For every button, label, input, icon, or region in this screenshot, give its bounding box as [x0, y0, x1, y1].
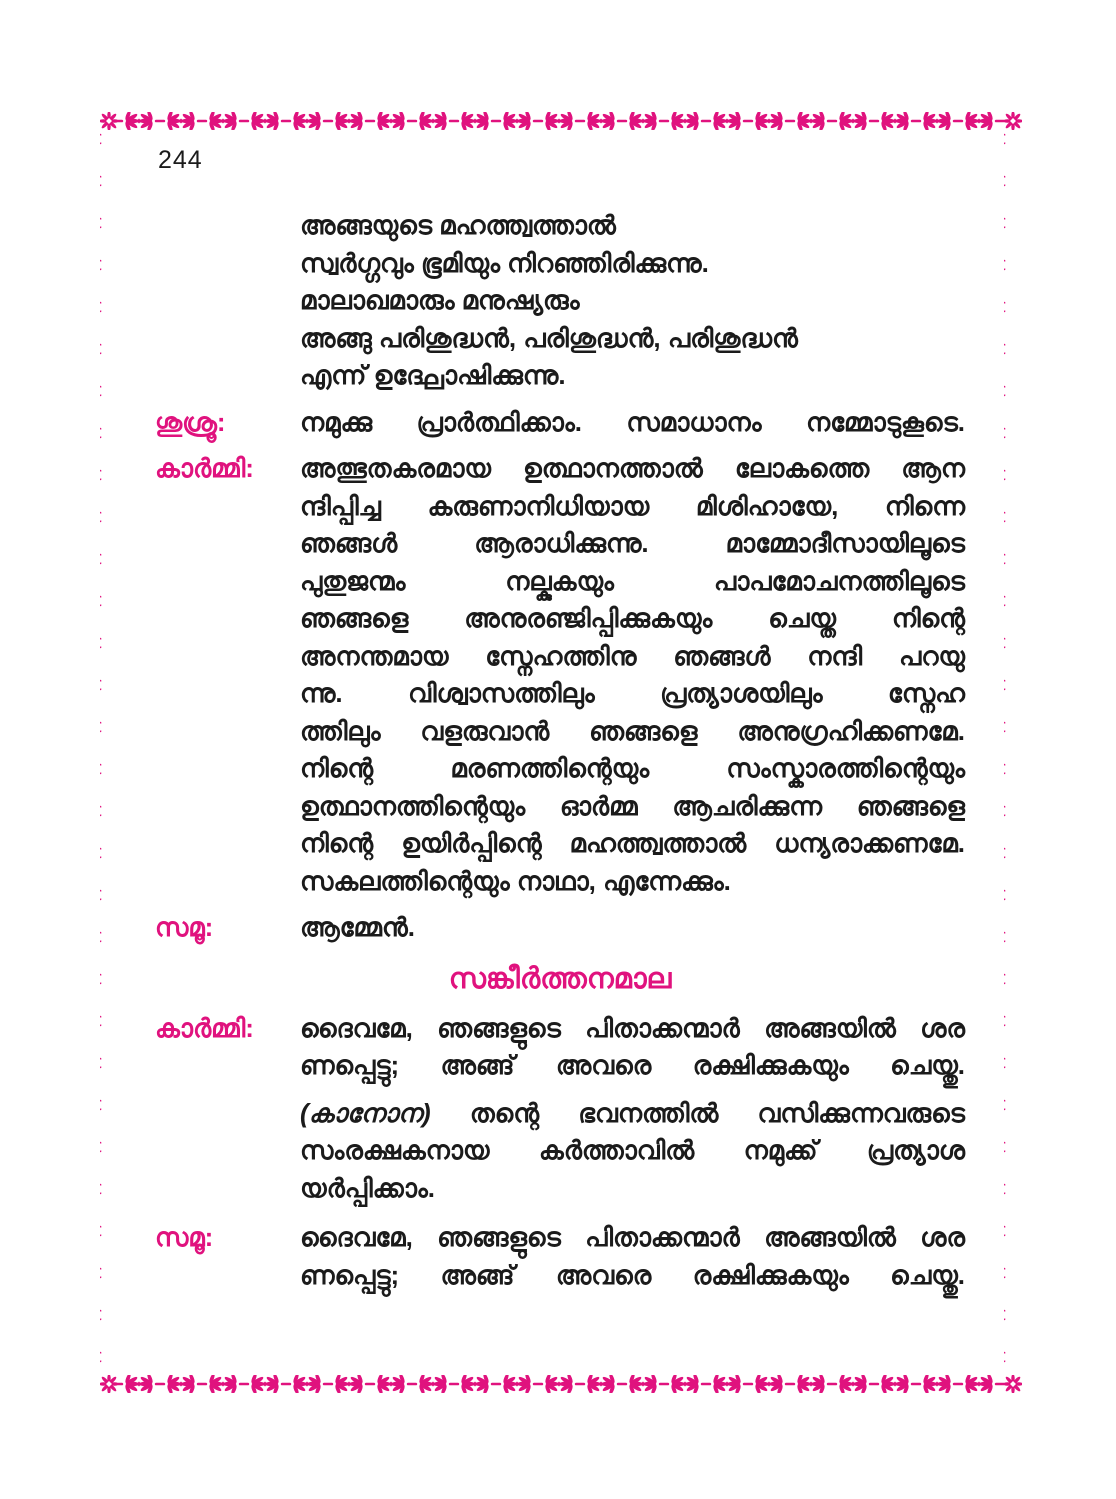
- floral-motif-icon: [100, 298, 118, 340]
- floral-motif-icon: [100, 676, 118, 718]
- floral-motif-icon: [100, 550, 118, 592]
- speaker-label: സമൂ:: [155, 912, 214, 942]
- floral-motif-icon: [100, 802, 118, 844]
- text-line: ന്ദിപ്പിച്ച കരുണാനിധിയായ മിശിഹായേ, നിന്നെ: [300, 490, 965, 521]
- floral-motif-icon: [1004, 424, 1022, 466]
- floral-motif-icon: [1004, 676, 1022, 718]
- floral-motif-icon: [790, 112, 832, 130]
- text-line: ഞങ്ങളെ അനുരഞ്ജിപ്പിക്കുകയും ചെയ്ത നിന്റെ: [300, 603, 965, 633]
- floral-motif-icon: [100, 1096, 118, 1138]
- text-line: സകലത്തിന്റെയും നാഥാ, എന്നേക്കും.: [300, 865, 731, 896]
- floral-motif-icon: [412, 112, 454, 130]
- floral-motif-icon: [496, 112, 538, 130]
- floral-motif-icon: [1004, 1138, 1022, 1180]
- rosette-corner-icon: [1004, 112, 1022, 130]
- floral-motif-icon: [1004, 802, 1022, 844]
- floral-motif-icon: [1004, 970, 1022, 1012]
- floral-motif-icon: [100, 844, 118, 886]
- dialogue-text: [300, 909, 965, 947]
- floral-motif-icon: [100, 970, 118, 1012]
- floral-motif-icon: [100, 382, 118, 424]
- text-line: ന്നു. വിശ്വാസത്തിലും പ്രത്യാശയിലും സ്നേഹ: [300, 678, 965, 708]
- text-line: ആമ്മേൻ.: [300, 912, 415, 942]
- floral-motif-icon: [1004, 130, 1022, 172]
- floral-motif-icon: [160, 1375, 202, 1393]
- dialogue-samu-1: [155, 909, 965, 947]
- speaker-label: സമൂ:: [155, 1222, 214, 1252]
- floral-motif-icon: [1004, 1222, 1022, 1264]
- opening-verse: [300, 207, 965, 395]
- floral-motif-icon: [100, 424, 118, 466]
- floral-motif-icon: [100, 1348, 118, 1375]
- text-line: ദൈവമേ, ഞങ്ങളുടെ പിതാക്കന്മാർ അങ്ങയിൽ ശര: [300, 1012, 965, 1043]
- floral-motif-icon: [874, 112, 916, 130]
- floral-motif-icon: [1004, 634, 1022, 676]
- floral-motif-icon: [454, 1375, 496, 1393]
- floral-motif-icon: [1004, 1012, 1022, 1054]
- border-left: [100, 130, 118, 1375]
- speaker-label: ശുശ്രൂ:: [155, 406, 226, 437]
- text-line: ഉത്ഥാനത്തിന്റെയും ഓർമ്മ ആചരിക്കുന്ന ഞങ്ങളെ: [300, 790, 965, 821]
- floral-motif-icon: [328, 1375, 370, 1393]
- floral-motif-icon: [160, 112, 202, 130]
- floral-motif-icon: [916, 1375, 958, 1393]
- text-line: ണപ്പെട്ടു; അങ്ങ് അവരെ രക്ഷിക്കുകയും ചെയ്തു.: [300, 1259, 965, 1290]
- floral-motif-icon: [580, 1375, 622, 1393]
- dialogue-text: [300, 404, 965, 442]
- floral-motif-icon: [622, 1375, 664, 1393]
- floral-motif-icon: [100, 172, 118, 214]
- floral-motif-icon: [1004, 886, 1022, 928]
- dialogue-karmmi-1: [155, 450, 965, 900]
- floral-motif-icon: [496, 1375, 538, 1393]
- floral-motif-icon: [958, 1375, 1000, 1393]
- verse-line: അങ്ങയുടെ മഹത്ത്വത്താൽ: [300, 210, 616, 240]
- floral-motif-icon: [1004, 508, 1022, 550]
- floral-motif-icon: [958, 112, 1000, 130]
- floral-motif-icon: [706, 1375, 748, 1393]
- floral-motif-icon: [286, 1375, 328, 1393]
- floral-motif-icon: [100, 214, 118, 256]
- page-content: [118, 130, 1004, 1375]
- floral-motif-icon: [1004, 1180, 1022, 1222]
- text-line: നിന്റെ മരണത്തിന്റെയും സംസ്കാരത്തിന്റെയും: [300, 753, 965, 783]
- floral-motif-icon: [790, 1375, 832, 1393]
- text-line: ഞങ്ങൾ ആരാധിക്കുന്നു. മാമ്മോദീസായിലൂടെ: [300, 528, 965, 558]
- dialogue-samu-2: [155, 1219, 965, 1294]
- floral-motif-icon: [1004, 298, 1022, 340]
- text-line: അനന്തമായ സ്നേഹത്തിനു ഞങ്ങൾ നന്ദി പറയു: [300, 640, 965, 671]
- text-line: യർപ്പിക്കാം.: [300, 1172, 435, 1203]
- dialogue-text: [300, 450, 965, 900]
- floral-motif-icon: [622, 112, 664, 130]
- text-line: ണപ്പെട്ടു; അങ്ങ് അവരെ രക്ഷിക്കുകയും ചെയ്തു.: [300, 1050, 965, 1080]
- floral-motif-icon: [100, 718, 118, 760]
- rosette-corner-icon: [100, 112, 118, 130]
- text-line: പുതുജന്മം നല്കുകയും പാപമോചനത്തിലൂടെ: [300, 565, 965, 596]
- floral-motif-icon: [100, 256, 118, 298]
- rosette-corner-icon: [100, 1375, 118, 1393]
- floral-motif-icon: [100, 760, 118, 802]
- text-line: ദൈവമേ, ഞങ്ങളുടെ പിതാക്കന്മാർ അങ്ങയിൽ ശര: [300, 1222, 965, 1252]
- floral-motif-icon: [100, 1306, 118, 1348]
- dialogue-text: [300, 1010, 965, 1208]
- floral-motif-icon: [370, 1375, 412, 1393]
- floral-motif-icon: [100, 1054, 118, 1096]
- speaker-label: കാർമ്മി:: [155, 453, 254, 483]
- floral-motif-icon: [1004, 172, 1022, 214]
- dialogue-text: [300, 1219, 965, 1294]
- floral-motif-icon: [370, 112, 412, 130]
- floral-motif-icon: [832, 1375, 874, 1393]
- floral-motif-icon: [100, 466, 118, 508]
- text-line: നമുക്കു പ്രാർത്ഥിക്കാം. സമാധാനം നമ്മോടുകൂടെ.: [300, 406, 965, 437]
- kanona-rubric: (കാനോന): [300, 1097, 431, 1128]
- floral-motif-icon: [1004, 1264, 1022, 1306]
- floral-motif-icon: [1004, 718, 1022, 760]
- floral-motif-icon: [1004, 1054, 1022, 1096]
- floral-motif-icon: [454, 112, 496, 130]
- floral-motif-icon: [1004, 592, 1022, 634]
- floral-motif-icon: [118, 1375, 160, 1393]
- floral-motif-icon: [748, 1375, 790, 1393]
- floral-motif-icon: [874, 1375, 916, 1393]
- floral-motif-icon: [1004, 256, 1022, 298]
- floral-motif-icon: [1004, 550, 1022, 592]
- dialogue-sushru: [155, 404, 965, 442]
- floral-motif-icon: [100, 340, 118, 382]
- verse-line: സ്വർഗ്ഗവും ഭൂമിയും നിറഞ്ഞിരിക്കുന്നു.: [300, 247, 709, 278]
- floral-motif-icon: [538, 112, 580, 130]
- floral-motif-icon: [832, 112, 874, 130]
- border-top: [118, 112, 1004, 130]
- floral-motif-icon: [706, 112, 748, 130]
- floral-motif-icon: [100, 1222, 118, 1264]
- floral-motif-icon: [664, 1375, 706, 1393]
- floral-motif-icon: [118, 112, 160, 130]
- floral-motif-icon: [1004, 340, 1022, 382]
- floral-motif-icon: [1004, 1348, 1022, 1375]
- floral-motif-icon: [100, 1180, 118, 1222]
- section-heading: സങ്കീർത്തനമാല: [448, 962, 672, 995]
- verse-line: എന്ന് ഉദ്ഘോഷിക്കുന്നു.: [300, 360, 566, 390]
- floral-motif-icon: [664, 112, 706, 130]
- dialogue-karmmi-2: [155, 1010, 965, 1208]
- floral-motif-icon: [1004, 844, 1022, 886]
- floral-motif-icon: [100, 886, 118, 928]
- floral-motif-icon: [748, 112, 790, 130]
- floral-motif-icon: [1004, 466, 1022, 508]
- floral-motif-icon: [100, 1138, 118, 1180]
- floral-motif-icon: [538, 1375, 580, 1393]
- speaker-label: കാർമ്മി:: [155, 1012, 254, 1043]
- floral-motif-icon: [244, 112, 286, 130]
- floral-motif-icon: [100, 592, 118, 634]
- floral-motif-icon: [202, 1375, 244, 1393]
- floral-motif-icon: [100, 634, 118, 676]
- rosette-corner-icon: [1004, 1375, 1022, 1393]
- floral-motif-icon: [916, 112, 958, 130]
- floral-motif-icon: [100, 508, 118, 550]
- verse-line: മാലാഖമാരും മനുഷ്യരും: [300, 285, 580, 315]
- floral-motif-icon: [1004, 382, 1022, 424]
- page-number: 244: [158, 146, 203, 174]
- floral-motif-icon: [328, 112, 370, 130]
- text-line: അത്ഭുതകരമായ ഉത്ഥാനത്താൽ ലോകത്തെ ആന: [300, 453, 965, 483]
- floral-motif-icon: [580, 112, 622, 130]
- floral-motif-icon: [244, 1375, 286, 1393]
- floral-motif-icon: [100, 130, 118, 172]
- text-line: ത്തിലും വളരുവാൻ ഞങ്ങളെ അനുഗ്രഹിക്കണമേ.: [300, 715, 965, 746]
- text-line: സംരക്ഷകനായ കർത്താവിൽ നമുക്ക് പ്രത്യാശ: [300, 1135, 965, 1165]
- kanona-paragraph: [300, 1095, 965, 1208]
- text-line: നിന്റെ ഉയിർപ്പിന്റെ മഹത്ത്വത്താൽ ധന്യരാക്കണമേ.: [300, 828, 965, 858]
- floral-motif-icon: [1004, 1096, 1022, 1138]
- verse-line: അങ്ങു പരിശുദ്ധൻ, പരിശുദ്ധൻ, പരിശുദ്ധൻ: [300, 322, 798, 353]
- text-line: (കാനോന) തന്റെ ഭവനത്തിൽ വസിക്കുന്നവരുടെ: [300, 1097, 965, 1128]
- floral-motif-icon: [286, 112, 328, 130]
- floral-motif-icon: [100, 1264, 118, 1306]
- border-right: [1004, 130, 1022, 1375]
- border-bottom: [118, 1375, 1004, 1393]
- floral-motif-icon: [202, 112, 244, 130]
- floral-motif-icon: [100, 1012, 118, 1054]
- floral-motif-icon: [1004, 760, 1022, 802]
- floral-motif-icon: [100, 928, 118, 970]
- floral-motif-icon: [412, 1375, 454, 1393]
- floral-motif-icon: [1004, 1306, 1022, 1348]
- floral-motif-icon: [1004, 928, 1022, 970]
- decorative-border-frame: [100, 112, 1022, 1393]
- floral-motif-icon: [1004, 214, 1022, 256]
